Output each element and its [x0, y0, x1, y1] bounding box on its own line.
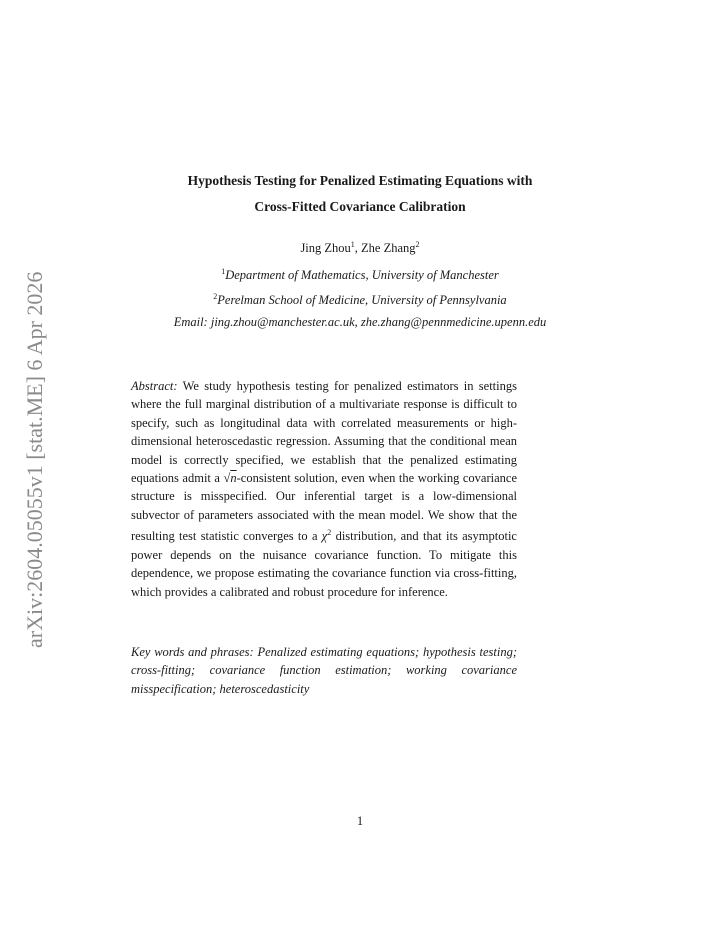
sqrt-n: n — [230, 471, 237, 486]
title-line-1: Hypothesis Testing for Penalized Estimating Equations with — [187, 173, 533, 188]
paper-title — [0, 168, 720, 220]
author-name: Zhe Zhang — [361, 241, 416, 256]
arxiv-identifier: arXiv:2604.05055v1 [stat.ME] 6 Apr 2026 — [22, 271, 47, 648]
affiliation-1 — [0, 263, 720, 284]
abstract-text-1: We study hypothesis testing for penalized estimators in settings where the full marginal distribution of a multivariate response is difficult to specify, such as longitudinal data with correlated measurements or high-dimensional heteroscedastic regression. Assuming that the conditional mean model is correctly specified, we establish that the penalized estimating equations admit a — [131, 379, 517, 486]
author-separator: , — [354, 241, 362, 256]
keywords-label: Key words and phrases: — [131, 645, 254, 659]
page-number: 1 — [356, 814, 364, 828]
abstract-label: Abstract: — [131, 379, 178, 393]
title-line-2: Cross-Fitted Covariance Calibration — [254, 199, 466, 214]
abstract-text-3: distribution, and that its asymptotic power depends on the nuisance covariance function. To mitigate this dependence, we propose estimating the covariance function via cross-fitting, which provides a calibrated and robust procedure for inference. — [131, 529, 517, 599]
author-mark: 1 — [350, 240, 355, 249]
sqrt-sign: √ — [223, 471, 231, 486]
affiliation-mark: 2 — [213, 292, 218, 301]
author-mark: 2 — [415, 240, 420, 249]
abstract — [131, 377, 517, 601]
chi-symbol: χ — [321, 529, 328, 544]
affiliation-text: Department of Mathematics, University of Manchester — [225, 268, 499, 283]
keywords — [131, 643, 517, 698]
chi-exponent: 2 — [327, 528, 332, 538]
author-list — [0, 236, 720, 257]
affiliation-mark: 1 — [221, 267, 226, 276]
affiliation-2 — [0, 288, 720, 309]
keywords-text: Penalized estimating equations; hypothesis testing; cross-fitting; covariance function estimation; working covariance misspecification; heteroscedasticity — [131, 645, 517, 696]
abstract-text-2: -consistent solution, even when the working covariance structure is misspecified. Our inferential target is a low-dimensional subvector of parameters associated with the mean model. We show that the resulting test statistic converges to a — [131, 471, 518, 544]
email-line: Email: jing.zhou@manchester.ac.uk, zhe.zhang@pennmedicine.upenn.edu — [173, 315, 547, 329]
affiliation-text: Perelman School of Medicine, University of Pennsylvania — [217, 293, 507, 308]
author-name: Jing Zhou — [300, 241, 351, 256]
